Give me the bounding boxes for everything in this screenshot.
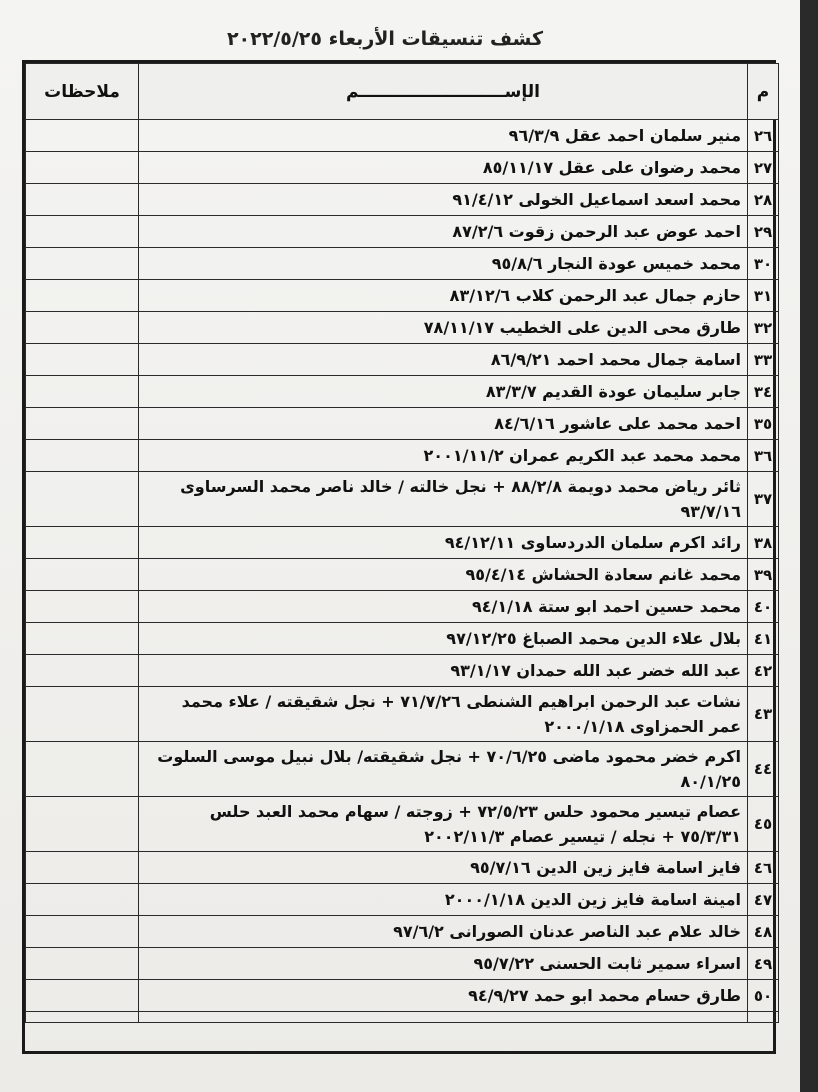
row-name: رائد اكرم سلمان الدردساوى ٩٤/١٢/١١ xyxy=(139,527,748,559)
row-notes xyxy=(26,120,139,152)
filler-cell xyxy=(26,1012,139,1023)
table-header-row xyxy=(26,64,779,120)
row-number: ٢٨ xyxy=(748,184,779,216)
row-notes xyxy=(26,980,139,1012)
row-number: ٤١ xyxy=(748,623,779,655)
row-name: طارق حسام محمد ابو حمد ٩٤/٩/٢٧ xyxy=(139,980,748,1012)
header-notes: ملاحظات xyxy=(26,64,139,120)
row-number: ٤٨ xyxy=(748,916,779,948)
row-name: ثائر رياض محمد دويمة ٨٨/٢/٨ + نجل خالته / خالد ناصر محمد السرساوى ٩٣/٧/١٦ xyxy=(139,472,748,527)
row-name: خالد علام عبد الناصر عدنان الصورانى ٩٧/٦/٢ xyxy=(139,916,748,948)
row-notes xyxy=(26,248,139,280)
row-notes xyxy=(26,948,139,980)
filler-cell xyxy=(748,1012,779,1023)
table-row xyxy=(26,655,779,687)
row-name: اسراء سمير ثابت الحسنى ٩٥/٧/٢٢ xyxy=(139,948,748,980)
table-row xyxy=(26,884,779,916)
row-name: محمد محمد عبد الكريم عمران ٢٠٠١/١١/٢ xyxy=(139,440,748,472)
table-filler-row xyxy=(26,1012,779,1023)
row-notes xyxy=(26,527,139,559)
row-number: ٣٤ xyxy=(748,376,779,408)
table-row xyxy=(26,852,779,884)
row-number: ٢٩ xyxy=(748,216,779,248)
names-table-frame xyxy=(22,60,776,1054)
table-row xyxy=(26,559,779,591)
row-notes xyxy=(26,408,139,440)
row-notes xyxy=(26,797,139,852)
row-name: احمد عوض عبد الرحمن زقوت ٨٧/٢/٦ xyxy=(139,216,748,248)
row-number: ٤٣ xyxy=(748,687,779,742)
row-number: ٣٢ xyxy=(748,312,779,344)
table-row xyxy=(26,980,779,1012)
row-number: ٥٠ xyxy=(748,980,779,1012)
row-number: ٤٧ xyxy=(748,884,779,916)
row-name: بلال علاء الدين محمد الصباغ ٩٧/١٢/٢٥ xyxy=(139,623,748,655)
row-name: احمد محمد على عاشور ٨٤/٦/١٦ xyxy=(139,408,748,440)
row-number: ٣١ xyxy=(748,280,779,312)
table-row xyxy=(26,948,779,980)
table-row xyxy=(26,120,779,152)
row-name: طارق محى الدين على الخطيب ٧٨/١١/١٧ xyxy=(139,312,748,344)
row-number: ٣٥ xyxy=(748,408,779,440)
table-row xyxy=(26,797,779,852)
table-row xyxy=(26,408,779,440)
table-row xyxy=(26,527,779,559)
row-notes xyxy=(26,591,139,623)
row-notes xyxy=(26,852,139,884)
header-name: الإســـــــــــــــــــــــــم xyxy=(139,64,748,120)
row-number: ٤٦ xyxy=(748,852,779,884)
table-row xyxy=(26,742,779,797)
table-row xyxy=(26,184,779,216)
row-name: فايز اسامة فايز زين الدين ٩٥/٧/١٦ xyxy=(139,852,748,884)
row-name: محمد غانم سعادة الحشاش ٩٥/٤/١٤ xyxy=(139,559,748,591)
table-row xyxy=(26,376,779,408)
table-row xyxy=(26,440,779,472)
row-number: ٢٧ xyxy=(748,152,779,184)
table-row xyxy=(26,344,779,376)
table-row xyxy=(26,312,779,344)
table-row xyxy=(26,152,779,184)
page-title: كشف تنسيقات الأربعاء ٢٠٢٢/٥/٢٥ xyxy=(226,28,544,50)
table-row xyxy=(26,280,779,312)
header-number: م xyxy=(748,64,779,120)
table-row xyxy=(26,591,779,623)
row-name: محمد اسعد اسماعيل الخولى ٩١/٤/١٢ xyxy=(139,184,748,216)
row-notes xyxy=(26,344,139,376)
row-number: ٤٢ xyxy=(748,655,779,687)
row-number: ٣٠ xyxy=(748,248,779,280)
row-notes xyxy=(26,916,139,948)
row-number: ٣٣ xyxy=(748,344,779,376)
table-row xyxy=(26,687,779,742)
row-notes xyxy=(26,440,139,472)
table-row xyxy=(26,623,779,655)
row-name: نشات عبد الرحمن ابراهيم الشنطى ٧١/٧/٢٦ + نجل شقيقته / علاء محمد عمر الحمزاوى ٢٠٠٠/١/١٨ xyxy=(139,687,748,742)
row-notes xyxy=(26,655,139,687)
row-number: ٤٠ xyxy=(748,591,779,623)
table-row xyxy=(26,472,779,527)
row-name: جابر سليمان عودة القديم ٨٣/٣/٧ xyxy=(139,376,748,408)
row-number: ٤٥ xyxy=(748,797,779,852)
table-row xyxy=(26,248,779,280)
row-number: ٣٧ xyxy=(748,472,779,527)
names-table xyxy=(25,63,779,1023)
row-notes xyxy=(26,312,139,344)
row-number: ٣٦ xyxy=(748,440,779,472)
row-name: عبد الله خضر عبد الله حمدان ٩٣/١/١٧ xyxy=(139,655,748,687)
filler-cell xyxy=(139,1012,748,1023)
row-number: ٤٩ xyxy=(748,948,779,980)
row-notes xyxy=(26,559,139,591)
row-name: حازم جمال عبد الرحمن كلاب ٨٣/١٢/٦ xyxy=(139,280,748,312)
row-name: منير سلمان احمد عقل ٩٦/٣/٩ xyxy=(139,120,748,152)
row-name: امينة اسامة فايز زين الدين ٢٠٠٠/١/١٨ xyxy=(139,884,748,916)
row-notes xyxy=(26,742,139,797)
row-name: محمد رضوان على عقل ٨٥/١١/١٧ xyxy=(139,152,748,184)
row-notes xyxy=(26,216,139,248)
row-number: ٢٦ xyxy=(748,120,779,152)
table-row xyxy=(26,216,779,248)
row-notes xyxy=(26,623,139,655)
row-notes xyxy=(26,687,139,742)
row-name: اكرم خضر محمود ماضى ٧٠/٦/٢٥ + نجل شقيقته/ بلال نبيل موسى السلوت ٨٠/١/٢٥ xyxy=(139,742,748,797)
table-row xyxy=(26,916,779,948)
row-name: اسامة جمال محمد احمد ٨٦/٩/٢١ xyxy=(139,344,748,376)
row-notes xyxy=(26,152,139,184)
row-notes xyxy=(26,280,139,312)
row-number: ٤٤ xyxy=(748,742,779,797)
row-notes xyxy=(26,472,139,527)
row-number: ٣٨ xyxy=(748,527,779,559)
row-notes xyxy=(26,884,139,916)
row-name: محمد خميس عودة النجار ٩٥/٨/٦ xyxy=(139,248,748,280)
row-name: محمد حسين احمد ابو ستة ٩٤/١/١٨ xyxy=(139,591,748,623)
row-notes xyxy=(26,184,139,216)
row-notes xyxy=(26,376,139,408)
row-name: عصام تيسير محمود حلس ٧٢/٥/٢٣ + زوجته / سهام محمد العبد حلس ٧٥/٣/٣١ + نجله / تيسير عصام ٢٠٠٢/١١/٣ xyxy=(139,797,748,852)
row-number: ٣٩ xyxy=(748,559,779,591)
